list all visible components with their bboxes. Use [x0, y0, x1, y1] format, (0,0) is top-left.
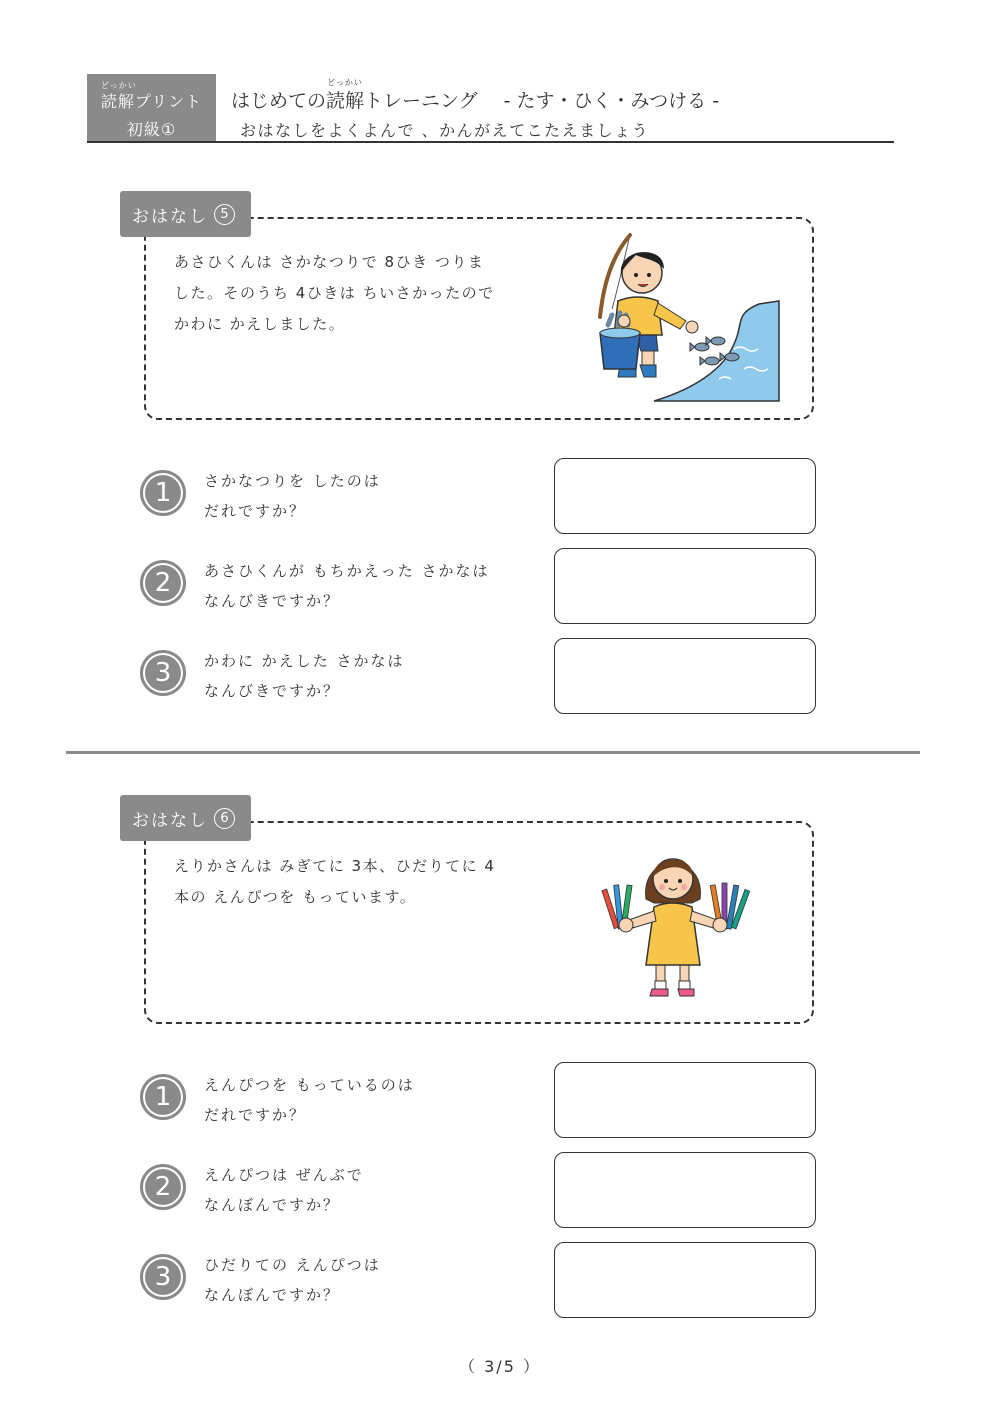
answer-box[interactable] [554, 638, 816, 714]
question-line: あさひくんが もちかえった さかなは [204, 562, 490, 580]
page-indicator: （ 3/5 ） [459, 1357, 541, 1376]
answer-box[interactable] [554, 1152, 816, 1228]
title-kanji: 読解 [326, 90, 365, 112]
question-row [140, 1242, 820, 1318]
answer-box[interactable] [554, 548, 816, 624]
question-line: さかなつりを したのは [204, 472, 381, 490]
page-subtitle: おはなしをよくよんで 、かんがえてこたえましょう [240, 121, 650, 140]
question-line: なんぼんですか？ [204, 1196, 341, 1214]
story-text-6 [174, 851, 504, 913]
question-line: なんぼんですか？ [204, 1286, 341, 1304]
title-tagline: - たす・ひく・みつける - [503, 90, 720, 112]
story-box-5 [144, 217, 814, 420]
question-row [140, 1152, 820, 1228]
question-text [204, 556, 534, 616]
answer-box[interactable] [554, 1242, 816, 1318]
story-line: あさひくんは さかなつりで 8ひき つりま [174, 253, 485, 271]
story-tag-label: おはなし [132, 206, 208, 227]
story-line: えりかさんは みぎてに 3本、ひだりてに 4 [174, 857, 496, 875]
story-tag-5 [120, 191, 251, 237]
question-line: えんぴつを もっているのは [204, 1076, 415, 1094]
question-line: ひだりての えんぴつは [204, 1256, 381, 1274]
question-text [204, 1160, 534, 1220]
section-divider [66, 751, 920, 754]
story-tag-6 [120, 795, 251, 841]
title-ruby: どっかい [327, 78, 363, 87]
question-row [140, 548, 820, 624]
question-row [140, 1062, 820, 1138]
story-text-5 [174, 247, 504, 340]
question-line: なんびきですか？ [204, 592, 341, 610]
question-row [140, 638, 820, 714]
question-number-badge: 2 [140, 1164, 186, 1210]
story-line: かわに かえしました。 [174, 315, 346, 333]
question-text [204, 646, 534, 706]
badge-kanji-with-ruby [100, 81, 203, 112]
worksheet-badge [87, 74, 216, 142]
answer-box[interactable] [554, 1062, 816, 1138]
question-text [204, 1070, 534, 1130]
question-number-badge: 1 [140, 1074, 186, 1120]
question-number-badge: 3 [140, 1254, 186, 1300]
title-prefix: はじめての [231, 90, 327, 112]
question-number-badge: 3 [140, 650, 186, 696]
question-row [140, 458, 820, 534]
answer-box[interactable] [554, 458, 816, 534]
title-kanji-with-ruby [326, 78, 365, 113]
story-box-6 [144, 821, 814, 1024]
question-line: だれですか？ [204, 502, 307, 520]
question-line: かわに かえした さかなは [204, 652, 405, 670]
question-text [204, 466, 534, 526]
badge-line2: 初級① [126, 120, 177, 139]
title-suffix: トレーニング [364, 90, 478, 112]
badge-line1: 読解プリント [100, 92, 203, 111]
header-rule [87, 141, 894, 143]
question-line: なんびきですか？ [204, 682, 341, 700]
question-text [204, 1250, 534, 1310]
question-number-badge: 1 [140, 470, 186, 516]
boy-fishing-illustration [584, 229, 784, 404]
question-line: だれですか？ [204, 1106, 307, 1124]
question-number-badge: 2 [140, 560, 186, 606]
story-tag-number: 5 [214, 204, 235, 225]
badge-ruby: どっかい [100, 81, 137, 90]
page-title [231, 78, 720, 113]
story-line: 本の えんぴつを もっています。 [174, 888, 417, 906]
girl-with-pencils-illustration [594, 841, 754, 1011]
story-tag-label: おはなし [132, 810, 208, 831]
story-tag-number: 6 [214, 808, 235, 829]
question-line: えんぴつは ぜんぶで [204, 1166, 364, 1184]
story-line: した。そのうち 4ひきは ちいさかったので [174, 284, 495, 302]
